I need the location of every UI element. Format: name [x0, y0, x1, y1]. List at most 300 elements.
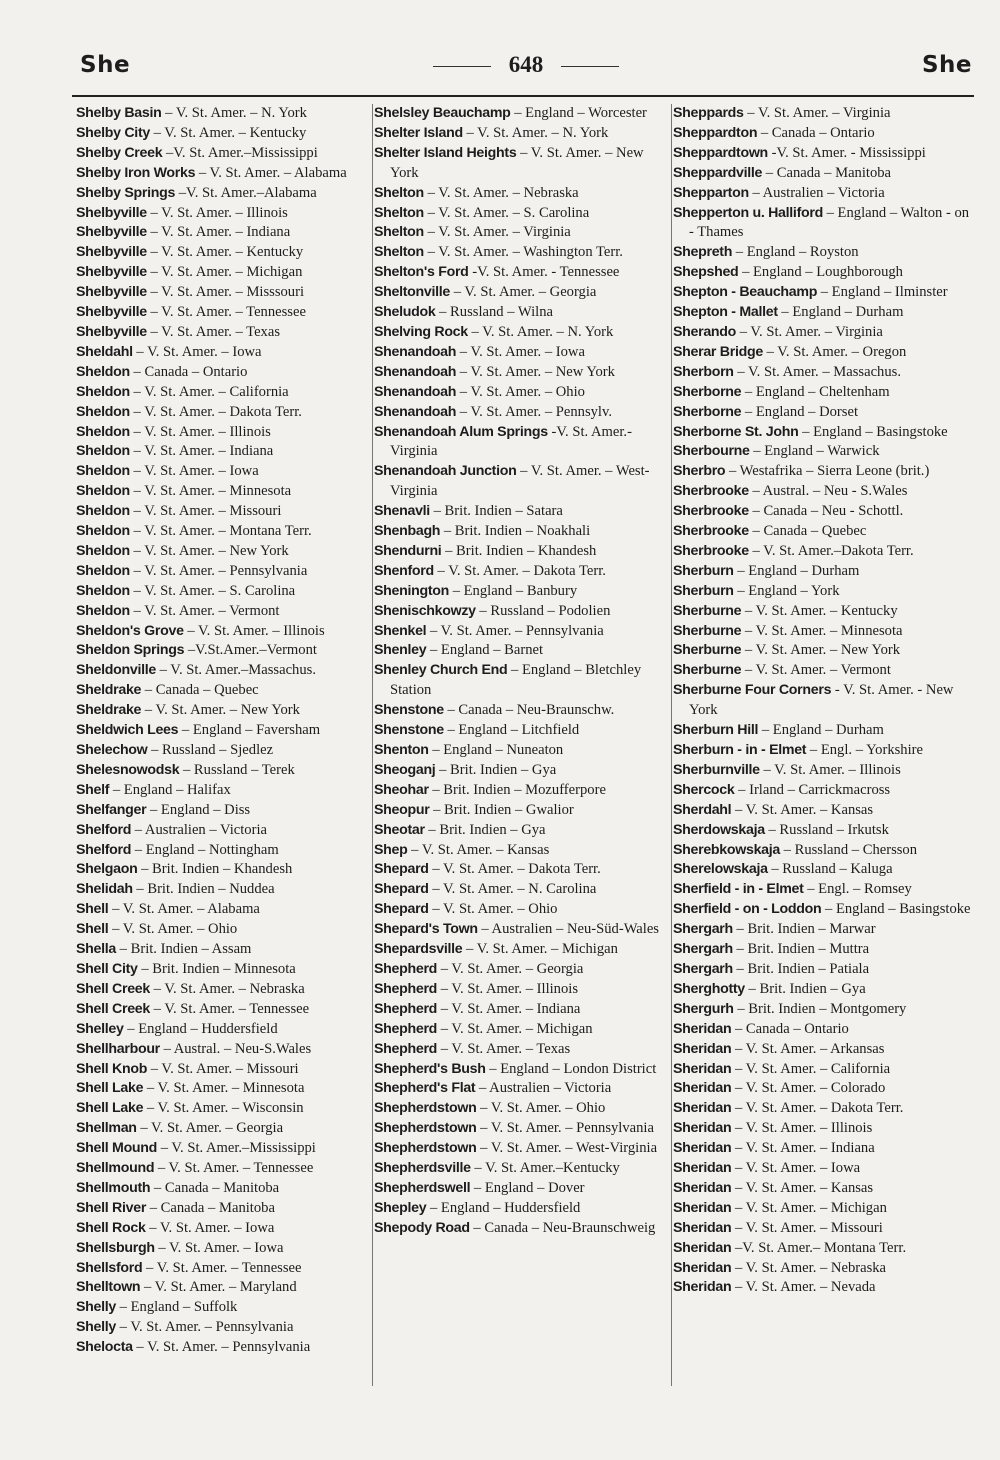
entry-term: Sheldon: [76, 602, 130, 619]
entry: [76, 522, 372, 542]
entry-location: – V. St. Amer. – Illinois: [150, 204, 288, 221]
entry-term: Sheldon: [76, 363, 130, 380]
entry: [76, 1139, 372, 1159]
page-header: [80, 52, 972, 88]
entry-location: – V. St. Amer. – Kansas: [411, 841, 550, 858]
entry-term: Sherbourne: [673, 443, 750, 460]
entry-location: – V. St. Amer. – Ohio: [112, 921, 238, 938]
entry-term: Shelbyville: [76, 264, 147, 281]
entry-location: – England – Durham: [781, 304, 904, 321]
entry: [673, 1139, 973, 1159]
entry-term: Sheopur: [374, 801, 430, 818]
entry-location: – V. St. Amer. – Iowa: [136, 343, 262, 360]
entry: [673, 602, 973, 622]
entry: [673, 761, 973, 781]
entry-location: – Canada – Quebec: [144, 682, 259, 699]
entry-term: Sherelowskaja: [673, 861, 768, 878]
entry-location: – V. St. Amer. – Iowa: [459, 343, 585, 360]
entry-location: – V. St. Amer. – N. Carolina: [432, 881, 597, 898]
entry-term: Sheldon: [76, 562, 130, 579]
entry-location: – V. St. Amer. – Pennsylvania: [429, 622, 604, 639]
entry-location: – Russland – Irkutsk: [768, 821, 889, 838]
entry-term: Shercock: [673, 781, 735, 798]
header-right-keyword: She: [921, 52, 972, 78]
entry: [673, 442, 973, 462]
entry: [76, 343, 372, 363]
entry-location: – England – Nottingham: [134, 841, 279, 858]
entry: [374, 383, 672, 403]
entry: [673, 323, 973, 343]
entry-term: Sheridan: [673, 1219, 732, 1236]
entry-location: – Brit. Indien – Gwalior: [433, 801, 574, 818]
entry: [76, 204, 372, 224]
entry-term: Sherar Bridge: [673, 343, 763, 360]
entry: [76, 1219, 372, 1239]
entry-location: – V. St. Amer. – California: [133, 383, 289, 400]
header-left-keyword: She: [80, 52, 131, 78]
entry: [374, 920, 672, 940]
entry: [374, 104, 672, 124]
entry-location: – V. St. Amer. – Ohio: [459, 383, 585, 400]
entry-location: – Russland – Podolien: [479, 602, 611, 619]
entry-term: Shepherd's Flat: [374, 1080, 476, 1097]
entry: [76, 184, 372, 204]
entry-location: – England – Dover: [473, 1179, 585, 1196]
entry: [673, 841, 973, 861]
entry-location: – Canada – Ontario: [734, 1020, 849, 1037]
entry-location: – V. St. Amer. – Nebraska: [153, 980, 305, 997]
entry-location: – Brit. Indien – Patiala: [736, 960, 870, 977]
entry-term: Shelbyville: [76, 323, 147, 340]
entry: [76, 1239, 372, 1259]
entry-term: Shellmound: [76, 1160, 155, 1177]
entry-term: Shellharbour: [76, 1040, 160, 1057]
entry-location: – V. St. Amer. – S. Carolina: [427, 204, 590, 221]
entry-location: – V. St. Amer. – Kentucky: [153, 124, 307, 141]
entry: [76, 164, 372, 184]
entry-location: – England – Walton - on - Thames: [689, 204, 970, 241]
entry: [76, 243, 372, 263]
entry-location: – V. St. Amer. – Ohio: [480, 1100, 606, 1117]
entry: [76, 801, 372, 821]
entry: [76, 920, 372, 940]
entry-term: Shelby Springs: [76, 184, 176, 201]
entry: [76, 283, 372, 303]
entry-term: Shepherdstown: [374, 1140, 477, 1157]
entry-term: Shenton: [374, 742, 429, 758]
entry: [374, 880, 672, 900]
entry-term: Sheldon: [76, 523, 130, 540]
entry-location: – V. St. Amer. – New York: [459, 363, 615, 380]
entry-term: Shepard: [374, 861, 429, 878]
entry: [76, 841, 372, 861]
entry-term: Shelton: [374, 184, 424, 201]
entry: [673, 1219, 973, 1239]
entry: [76, 940, 372, 960]
entry-term: Sherbrooke: [673, 542, 749, 559]
entry-location: – Australien – Victoria: [479, 1080, 612, 1097]
entry-term: Shelsley Beauchamp: [374, 105, 511, 121]
entry-location: – England – Basingstoke: [825, 901, 971, 918]
entry-term: Shepherd: [374, 960, 438, 977]
entry-location: – V. St. Amer. – Georgia: [453, 284, 597, 301]
entry: [374, 124, 672, 144]
entry-term: Shenstone: [374, 702, 444, 719]
entry: [673, 482, 973, 502]
entry-term: Sheridan: [673, 1100, 732, 1117]
entry-term: Shepherd: [374, 1040, 438, 1057]
entry-location: – V. St. Amer. – Virginia: [427, 224, 571, 241]
entry-term: Sheppards: [673, 105, 744, 121]
entry: [76, 602, 372, 622]
entry-term: Shepardsville: [374, 941, 463, 958]
entry-location: – Engl. – Romsey: [807, 881, 912, 898]
entry: [76, 701, 372, 721]
entry-term: Shenstone: [374, 722, 444, 739]
entry-location: – V. St. Amer. – Missouri: [150, 1060, 299, 1077]
entry-term: Shepherd: [374, 1020, 438, 1037]
entry: [673, 1179, 973, 1199]
entry-location: – England – York: [737, 582, 840, 599]
entry-location: – England – Faversham: [181, 722, 321, 739]
page-number: 648: [508, 52, 544, 77]
entry: [374, 622, 672, 642]
entry-term: Sherbrooke: [673, 483, 749, 500]
entry: [374, 741, 672, 761]
entry-term: Shellsford: [76, 1259, 143, 1276]
entry-term: Sheppardville: [673, 164, 763, 181]
entry-location: – England – Bletchley Station: [390, 662, 642, 699]
entry-term: Sheltonville: [374, 284, 451, 301]
entry-term: Sheohar: [374, 781, 429, 798]
entry-location: – Brit. Indien – Gya: [439, 761, 557, 778]
entry: [673, 1060, 973, 1080]
entry: [374, 940, 672, 960]
entry: [374, 641, 672, 661]
entry: [673, 263, 973, 283]
entry-location: – V. St. Amer. – Arkansas: [734, 1040, 885, 1057]
entry-term: Sherbrooke: [673, 503, 749, 520]
entry-location: – England – Huddersfield: [127, 1020, 278, 1037]
entry-location: – V. St. Amer. – Washington Terr.: [427, 244, 623, 261]
entry-term: Shelgaon: [76, 861, 138, 878]
entry-location: – England – Royston: [735, 244, 859, 261]
entry-term: Shelfanger: [76, 801, 147, 818]
entry-term: Shepherdsville: [374, 1160, 471, 1177]
entry-location: – V. St. Amer.–Dakota Terr.: [752, 542, 914, 559]
entry-location: – V. St. Amer. – Michigan: [150, 264, 303, 281]
entry: [673, 542, 973, 562]
entry: [673, 801, 973, 821]
entry: [76, 661, 372, 681]
entry: [76, 1259, 372, 1279]
entry-term: Sheldon: [76, 383, 130, 400]
entry-term: Shelly: [76, 1319, 116, 1336]
entry-term: Sheppardtown: [673, 144, 768, 161]
entry-location: – V. St. Amer. – Alabama: [112, 901, 260, 918]
entry-term: Sherfield - in - Elmet: [673, 881, 804, 898]
entry-location: – V. St. Amer. – Pennsylvania: [119, 1319, 294, 1336]
entry-location: – V. St. Amer. – Tennessee: [153, 1000, 310, 1017]
entry-location: – V. St. Amer. – Ohio: [432, 901, 558, 918]
entry-term: Shergarh: [673, 921, 733, 938]
entry-term: Shenbagh: [374, 523, 441, 540]
entry-term: Shepherd: [374, 1000, 438, 1017]
entry: [76, 880, 372, 900]
entry-location: – V. St. Amer. – Minnesota: [744, 622, 903, 639]
entry-location: – V. St. Amer. – Nebraska: [734, 1259, 887, 1276]
entry-term: Shenischkowzy: [374, 602, 476, 619]
entry-term: Shepshed: [673, 264, 739, 281]
entry-term: Sheldwich Lees: [76, 722, 179, 739]
entry-location: – V. St. Amer. – Dakota Terr.: [734, 1100, 904, 1117]
entry: [374, 343, 672, 363]
entry-location: – England – Dorset: [744, 403, 859, 420]
entry-location: –V. St. Amer.–Alabama: [178, 184, 317, 201]
entry: [374, 522, 672, 542]
entry-location: – England – Barnet: [429, 642, 544, 659]
entry: [673, 721, 973, 741]
entry: [673, 283, 973, 303]
entry-term: Shepton - Mallet: [673, 304, 778, 321]
entry-location: – England – Basingstoke: [802, 423, 948, 440]
entry: [673, 1099, 973, 1119]
entry: [673, 641, 973, 661]
entry-term: Sheridan: [673, 1140, 732, 1157]
entry: [76, 641, 372, 661]
entry-location: – England – Suffolk: [119, 1299, 238, 1316]
entry-location: – England – Nuneaton: [432, 742, 564, 758]
entry-term: Shenington: [374, 582, 450, 599]
entry-location: – V. St. Amer. – West-Virginia: [390, 463, 650, 500]
entry: [673, 423, 973, 443]
entry-location: – V. St. Amer. – Pennsylv.: [459, 403, 612, 420]
entry-term: Sheldon: [76, 423, 130, 440]
entry-location: – V. St. Amer. – Illinois: [440, 980, 579, 997]
entry: [374, 1000, 672, 1020]
entry-term: Shepparton: [673, 184, 749, 201]
entry-location: – Brit. Indien – Marwar: [736, 921, 876, 938]
entry-term: Shepton - Beauchamp: [673, 284, 818, 301]
entry-term: Shepherd's Bush: [374, 1060, 486, 1077]
entry-term: Shelley: [76, 1020, 124, 1037]
entry-location: – V. St. Amer. – Minnesota: [133, 483, 292, 500]
entry-term: Sherburn: [673, 562, 734, 579]
entry: [76, 1079, 372, 1099]
entry-location: – V. St. Amer. – Wisconsin: [146, 1100, 304, 1117]
entry-location: – V. St. Amer. – Michigan: [734, 1199, 887, 1216]
entry: [76, 900, 372, 920]
entry-term: Sherburn Hill: [673, 722, 759, 739]
entry-term: Sheldon Springs: [76, 642, 185, 659]
entry-location: – V. St. Amer. – Indiana: [150, 224, 291, 241]
entry-location: – Brit. Indien – Khandesh: [141, 861, 293, 878]
entry: [374, 721, 672, 741]
entry-term: Sheridan: [673, 1080, 732, 1097]
entry-term: Sheldon: [76, 443, 130, 460]
entry-term: Shepperton u. Halliford: [673, 204, 823, 221]
entry: [76, 721, 372, 741]
entry: [374, 1060, 672, 1080]
entry: [374, 781, 672, 801]
entry: [374, 144, 672, 184]
entry: [374, 562, 672, 582]
entry: [76, 383, 372, 403]
entry: [673, 741, 973, 761]
entry-term: Sheridan: [673, 1239, 732, 1256]
entry-term: Sherburne: [673, 642, 742, 659]
column-3: [673, 104, 973, 1298]
entry-location: – Brit. Indien – Mozufferpore: [432, 781, 606, 798]
entry-location: – Russland – Sjedlez: [151, 742, 274, 758]
entry-location: – V. St. Amer. – West-Virginia: [480, 1140, 658, 1157]
entry: [673, 860, 973, 880]
entry-term: Shepherdstown: [374, 1100, 477, 1117]
entry: [374, 283, 672, 303]
entry-location: – V. St. Amer. – Nebraska: [427, 184, 579, 201]
entry-location: – Russland – Chersson: [783, 841, 918, 858]
entry: [76, 1338, 372, 1358]
entry-term: Shell: [76, 901, 109, 918]
entry-location: – Westafrika – Sierra Leone (brit.): [728, 463, 930, 480]
entry-term: Shelechow: [76, 742, 148, 758]
entry-term: Shelbyville: [76, 244, 147, 261]
entry: [76, 323, 372, 343]
entry: [673, 383, 973, 403]
entry-term: Sheldrake: [76, 682, 142, 699]
entry-term: Sheridan: [673, 1120, 732, 1137]
entry-location: – Australien – Neu-Süd-Wales: [481, 921, 659, 938]
entry-location: – V. St. Amer. – Iowa: [149, 1219, 275, 1236]
entry: [673, 243, 973, 263]
entry-location: – V. St. Amer. – Indiana: [133, 443, 274, 460]
entry-location: – Russland – Kaluga: [771, 861, 893, 878]
entry: [673, 502, 973, 522]
entry-term: Shelidah: [76, 881, 133, 898]
entry: [76, 1298, 372, 1318]
entry-term: Shelter Island: [374, 124, 463, 141]
entry: [673, 124, 973, 144]
entry-location: – V. St. Amer. – Virginia: [747, 105, 891, 121]
entry-term: Shelving Rock: [374, 323, 468, 340]
entry-term: Shepard: [374, 881, 429, 898]
entry-term: Sherando: [673, 323, 737, 340]
entry-term: Shendurni: [374, 542, 442, 559]
entry: [76, 1040, 372, 1060]
entry-location: – V. St. Amer. – Tennessee: [150, 304, 306, 321]
entry-location: – V. St. Amer. – California: [734, 1060, 891, 1077]
entry: [76, 124, 372, 144]
entry-location: – V. St. Amer. – Texas: [440, 1040, 571, 1057]
entry-term: Shell Rock: [76, 1219, 146, 1236]
entry-location: – Russland – Wilna: [439, 304, 553, 321]
entry: [374, 960, 672, 980]
entry-term: Sheridan: [673, 1040, 732, 1057]
entry-term: Shell Creek: [76, 1000, 150, 1017]
entry: [374, 1159, 672, 1179]
entry-location: – V. St. Amer. – Kentucky: [744, 602, 898, 619]
entry-term: Shell Lake: [76, 1100, 144, 1117]
column-1: [76, 104, 372, 1358]
entry-term: Shelf: [76, 781, 110, 798]
entry: [76, 1318, 372, 1338]
entry-term: Shergarh: [673, 960, 733, 977]
entry-term: Sheridan: [673, 1259, 732, 1276]
entry-location: – V. St. Amer. – Michigan: [466, 941, 618, 958]
entry-location: – V. St. Amer. – N. York: [165, 105, 307, 121]
entry-term: Sheldon: [76, 582, 130, 599]
entry: [673, 960, 973, 980]
entry-term: Shellsburgh: [76, 1239, 155, 1256]
entry-location: – England – Banbury: [452, 582, 578, 599]
entry: [76, 542, 372, 562]
entry-term: Shell Knob: [76, 1060, 148, 1077]
entry-term: Sheridan: [673, 1160, 732, 1177]
entry-location: – England – Halifax: [112, 781, 231, 798]
entry: [76, 781, 372, 801]
entry-term: Shell Lake: [76, 1080, 144, 1097]
entry: [374, 841, 672, 861]
entry-location: – V. St. Amer. – Indiana: [734, 1140, 875, 1157]
entry-location: – England – Huddersfield: [429, 1199, 581, 1216]
entry-term: Sheppardton: [673, 124, 758, 141]
entry: [673, 920, 973, 940]
entry-location: – Brit. Indien – Khandesh: [445, 542, 597, 559]
entry: [374, 661, 672, 701]
entry: [673, 940, 973, 960]
entry-term: Sherburn: [673, 582, 734, 599]
entry-location: – Canada – Manitoba: [765, 164, 892, 181]
entry-term: Sherborne St. John: [673, 423, 799, 440]
entry: [673, 622, 973, 642]
entry-term: Shepody Road: [374, 1219, 470, 1236]
entry-location: – Canada – Quebec: [752, 523, 867, 540]
entry-location: – V. St. Amer. – Dakota Terr.: [432, 861, 601, 878]
entry-term: Shelesnowodsk: [76, 761, 180, 778]
entry-term: Shell Creek: [76, 980, 150, 997]
entry: [76, 980, 372, 1000]
entry: [374, 1179, 672, 1199]
entry-term: Shelby Basin: [76, 105, 162, 121]
entry: [76, 1119, 372, 1139]
entry: [374, 980, 672, 1000]
entry: [673, 303, 973, 323]
entry: [673, 343, 973, 363]
entry-location: – Brit. Indien – Gya: [748, 980, 866, 997]
entry-location: – V. St. Amer. – Texas: [150, 323, 281, 340]
column-divider-1: [372, 104, 373, 1386]
entry-location: – V. St. Amer. – New York: [133, 542, 289, 559]
entry: [673, 1000, 973, 1020]
entry: [374, 502, 672, 522]
entry-location: – England – Durham: [737, 562, 860, 579]
entry-location: – V. St. Amer. – Dakota Terr.: [437, 562, 606, 579]
entry-term: Shepherdswell: [374, 1179, 471, 1196]
entry-location: – Canada – Neu - Schottl.: [752, 503, 904, 520]
entry: [673, 681, 973, 721]
entry-location: – V. St. Amer. – Kentucky: [150, 244, 304, 261]
entry: [374, 602, 672, 622]
entry-term: Shell River: [76, 1199, 147, 1216]
entry-location: – England – Cheltenham: [744, 383, 890, 400]
entry: [76, 462, 372, 482]
entry: [374, 761, 672, 781]
entry: [76, 1199, 372, 1219]
entry: [76, 223, 372, 243]
entry-term: Sheldon: [76, 463, 130, 480]
entry-location: – V. St. Amer. – S. Carolina: [133, 582, 296, 599]
header-rule: [72, 95, 974, 97]
